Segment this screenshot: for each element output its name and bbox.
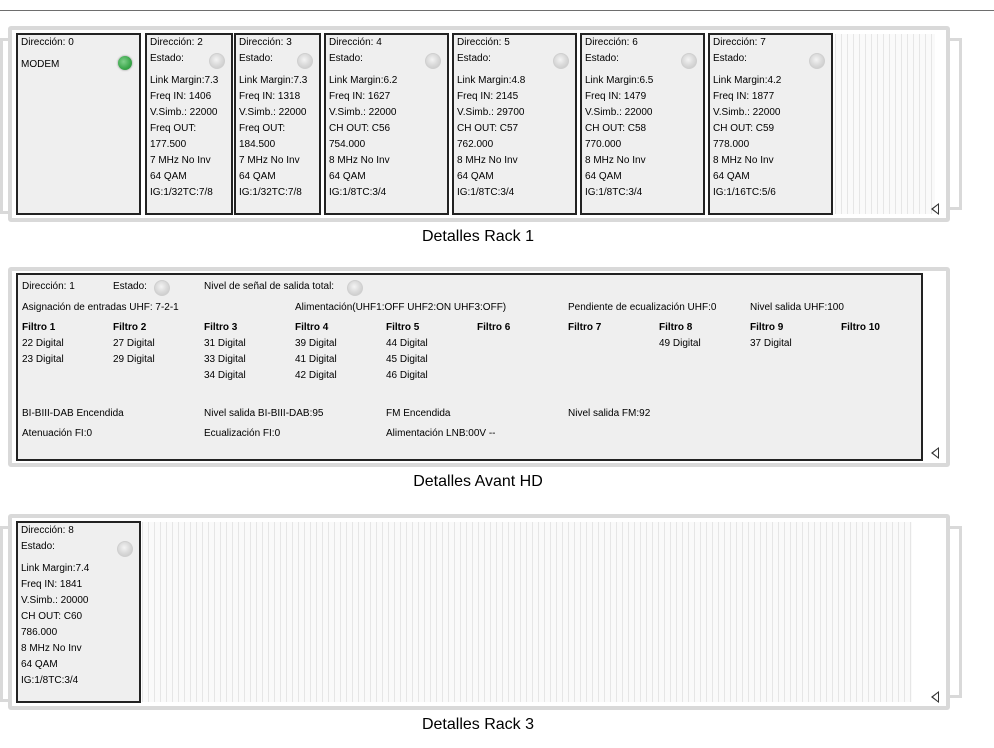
module-line: 64 QAM (713, 171, 750, 182)
module-line: 7 MHz No Inv (150, 155, 211, 166)
filter-header: Filtro 5 (386, 322, 420, 333)
avant-atenuacion: Atenuación FI:0 (22, 428, 93, 439)
module-line: 8 MHz No Inv (585, 155, 646, 166)
module-line: IG:1/8TC:3/4 (21, 675, 79, 686)
module-line: Link Margin:6.5 (585, 75, 654, 86)
module-line: 8 MHz No Inv (21, 643, 82, 654)
filter-header: Filtro 2 (113, 322, 147, 333)
module-card[interactable] (16, 33, 141, 215)
filter-channel: 39 Digital (295, 338, 337, 349)
module-line: IG:1/8TC:3/4 (329, 187, 387, 198)
avant-collapse-arrow-icon[interactable] (931, 447, 939, 459)
filter-channel: 31 Digital (204, 338, 246, 349)
module-line: V.Simb.: 22000 (150, 107, 218, 118)
filter-header: Filtro 6 (477, 322, 511, 333)
module-line: 64 QAM (457, 171, 494, 182)
module-line: Estado: (585, 53, 619, 64)
status-led-icon (425, 53, 441, 69)
filter-header: Filtro 1 (22, 322, 56, 333)
avant-fm: FM Encendida (386, 408, 451, 419)
avant-dab: BI-BIII-DAB Encendida (22, 408, 124, 419)
filter-header: Filtro 3 (204, 322, 238, 333)
module-line: 64 QAM (21, 659, 58, 670)
module-line: V.Simb.: 20000 (21, 595, 89, 606)
filter-channel: 49 Digital (659, 338, 701, 349)
module-line: Freq OUT: (239, 123, 286, 134)
filter-channel: 33 Digital (204, 354, 246, 365)
avant-caption: Detalles Avant HD (413, 473, 543, 490)
rack3-empty-slots (142, 522, 912, 702)
avant-direccion: Dirección: 1 (22, 281, 75, 292)
module-line: V.Simb.: 22000 (329, 107, 397, 118)
module-line: 770.000 (585, 139, 622, 150)
filter-channel: 34 Digital (204, 370, 246, 381)
module-line: 8 MHz No Inv (713, 155, 774, 166)
filter-header: Filtro 4 (295, 322, 329, 333)
module-line: Freq IN: 1406 (150, 91, 212, 102)
module-line: Estado: (713, 53, 747, 64)
filter-header: Filtro 7 (568, 322, 602, 333)
rack1-empty-slots (835, 34, 935, 214)
module-line: 64 QAM (239, 171, 276, 182)
module-line: Link Margin:7.3 (150, 75, 219, 86)
module-line: Freq IN: 1627 (329, 91, 391, 102)
rack3-right-ear (950, 526, 962, 698)
module-line: 64 QAM (585, 171, 622, 182)
module-line: Dirección: 0 (21, 37, 74, 48)
avant-nivel-dab: Nivel salida BI-BIII-DAB:95 (204, 408, 324, 419)
module-line: IG:1/32TC:7/8 (150, 187, 213, 198)
module-card[interactable] (324, 33, 449, 215)
module-card[interactable] (708, 33, 833, 215)
filter-channel: 22 Digital (22, 338, 64, 349)
module-line: Dirección: 4 (329, 37, 382, 48)
avant-lnb: Alimentación LNB:00V -- (386, 428, 496, 439)
module-line: 64 QAM (150, 171, 187, 182)
module-line: IG:1/16TC:5/6 (713, 187, 776, 198)
module-card[interactable] (234, 33, 321, 215)
rack1-collapse-arrow-icon[interactable] (931, 203, 939, 215)
filter-channel: 27 Digital (113, 338, 155, 349)
module-line: Dirección: 3 (239, 37, 292, 48)
avant-ecualizacion: Ecualización FI:0 (204, 428, 281, 439)
filter-channel: 45 Digital (386, 354, 428, 365)
status-led-icon (117, 55, 133, 71)
status-led-icon (117, 541, 133, 557)
module-line: Dirección: 6 (585, 37, 638, 48)
module-line: Link Margin:7.4 (21, 563, 90, 574)
status-led-icon (209, 53, 225, 69)
rack1-right-ear (950, 38, 962, 210)
module-line: Estado: (457, 53, 491, 64)
avant-estado-label: Estado: (113, 281, 147, 292)
module-card[interactable] (16, 521, 141, 703)
module-line: Link Margin:6.2 (329, 75, 398, 86)
avant-nivel-fm: Nivel salida FM:92 (568, 408, 651, 419)
module-line: Link Margin:7.3 (239, 75, 308, 86)
filter-channel: 37 Digital (750, 338, 792, 349)
module-line: Link Margin:4.8 (457, 75, 526, 86)
module-line: Freq IN: 1877 (713, 91, 775, 102)
rack3-collapse-arrow-icon[interactable] (931, 691, 939, 703)
module-line: V.Simb.: 29700 (457, 107, 525, 118)
module-line: CH OUT: C58 (585, 123, 647, 134)
module-line: IG:1/32TC:7/8 (239, 187, 302, 198)
module-line: V.Simb.: 22000 (585, 107, 653, 118)
module-line: 8 MHz No Inv (329, 155, 390, 166)
filter-channel: 42 Digital (295, 370, 337, 381)
module-line: CH OUT: C60 (21, 611, 83, 622)
module-line: Link Margin:4.2 (713, 75, 782, 86)
module-line: 754.000 (329, 139, 366, 150)
module-line: Estado: (21, 541, 55, 552)
module-line: Freq IN: 1841 (21, 579, 83, 590)
module-line: Dirección: 7 (713, 37, 766, 48)
module-line: Estado: (150, 53, 184, 64)
module-line: 184.500 (239, 139, 276, 150)
filter-channel: 23 Digital (22, 354, 64, 365)
avant-nivel-total-label: Nivel de señal de salida total: (204, 281, 335, 292)
filter-channel: 44 Digital (386, 338, 428, 349)
module-line: Freq IN: 1318 (239, 91, 301, 102)
module-line: Estado: (239, 53, 273, 64)
avant-pendiente: Pendiente de ecualización UHF:0 (568, 302, 717, 313)
filter-header: Filtro 10 (841, 322, 880, 333)
module-card[interactable] (452, 33, 577, 215)
module-line: 786.000 (21, 627, 58, 638)
module-line: Dirección: 2 (150, 37, 203, 48)
status-led-icon (297, 53, 313, 69)
module-line: Freq OUT: (150, 123, 197, 134)
module-line: 64 QAM (329, 171, 366, 182)
module-line: IG:1/8TC:3/4 (457, 187, 515, 198)
status-led-icon (809, 53, 825, 69)
avant-panel (16, 273, 923, 461)
avant-nivel-uhf: Nivel salida UHF:100 (750, 302, 844, 313)
status-led-icon (553, 53, 569, 69)
filter-header: Filtro 9 (750, 322, 784, 333)
module-card[interactable] (145, 33, 233, 215)
module-line: MODEM (21, 59, 60, 70)
avant-alimentacion: Alimentación(UHF1:OFF UHF2:ON UHF3:OFF) (295, 302, 507, 313)
module-line: 778.000 (713, 139, 750, 150)
module-line: Estado: (329, 53, 363, 64)
module-line: IG:1/8TC:3/4 (585, 187, 643, 198)
avant-nivel-led-icon (347, 280, 363, 296)
rack1-left-ear (0, 38, 8, 214)
module-line: Freq IN: 1479 (585, 91, 647, 102)
module-line: 177.500 (150, 139, 187, 150)
module-line: 7 MHz No Inv (239, 155, 300, 166)
filter-header: Filtro 8 (659, 322, 693, 333)
module-line: V.Simb.: 22000 (239, 107, 307, 118)
top-divider (0, 10, 994, 11)
status-led-icon (681, 53, 697, 69)
module-line: CH OUT: C57 (457, 123, 519, 134)
module-line: 762.000 (457, 139, 494, 150)
module-line: Dirección: 8 (21, 525, 74, 536)
avant-asignacion: Asignación de entradas UHF: 7-2-1 (22, 302, 179, 313)
avant-status-led-icon (154, 280, 170, 296)
filter-channel: 46 Digital (386, 370, 428, 381)
module-line: Freq IN: 2145 (457, 91, 519, 102)
module-card[interactable] (580, 33, 705, 215)
module-line: Dirección: 5 (457, 37, 510, 48)
filter-channel: 29 Digital (113, 354, 155, 365)
rack3-left-ear (0, 526, 8, 702)
module-line: CH OUT: C59 (713, 123, 775, 134)
rack1-caption: Detalles Rack 1 (421, 228, 535, 245)
module-line: CH OUT: C56 (329, 123, 391, 134)
rack3-caption: Detalles Rack 3 (421, 716, 535, 733)
module-line: 8 MHz No Inv (457, 155, 518, 166)
filter-channel: 41 Digital (295, 354, 337, 365)
module-line: V.Simb.: 22000 (713, 107, 781, 118)
